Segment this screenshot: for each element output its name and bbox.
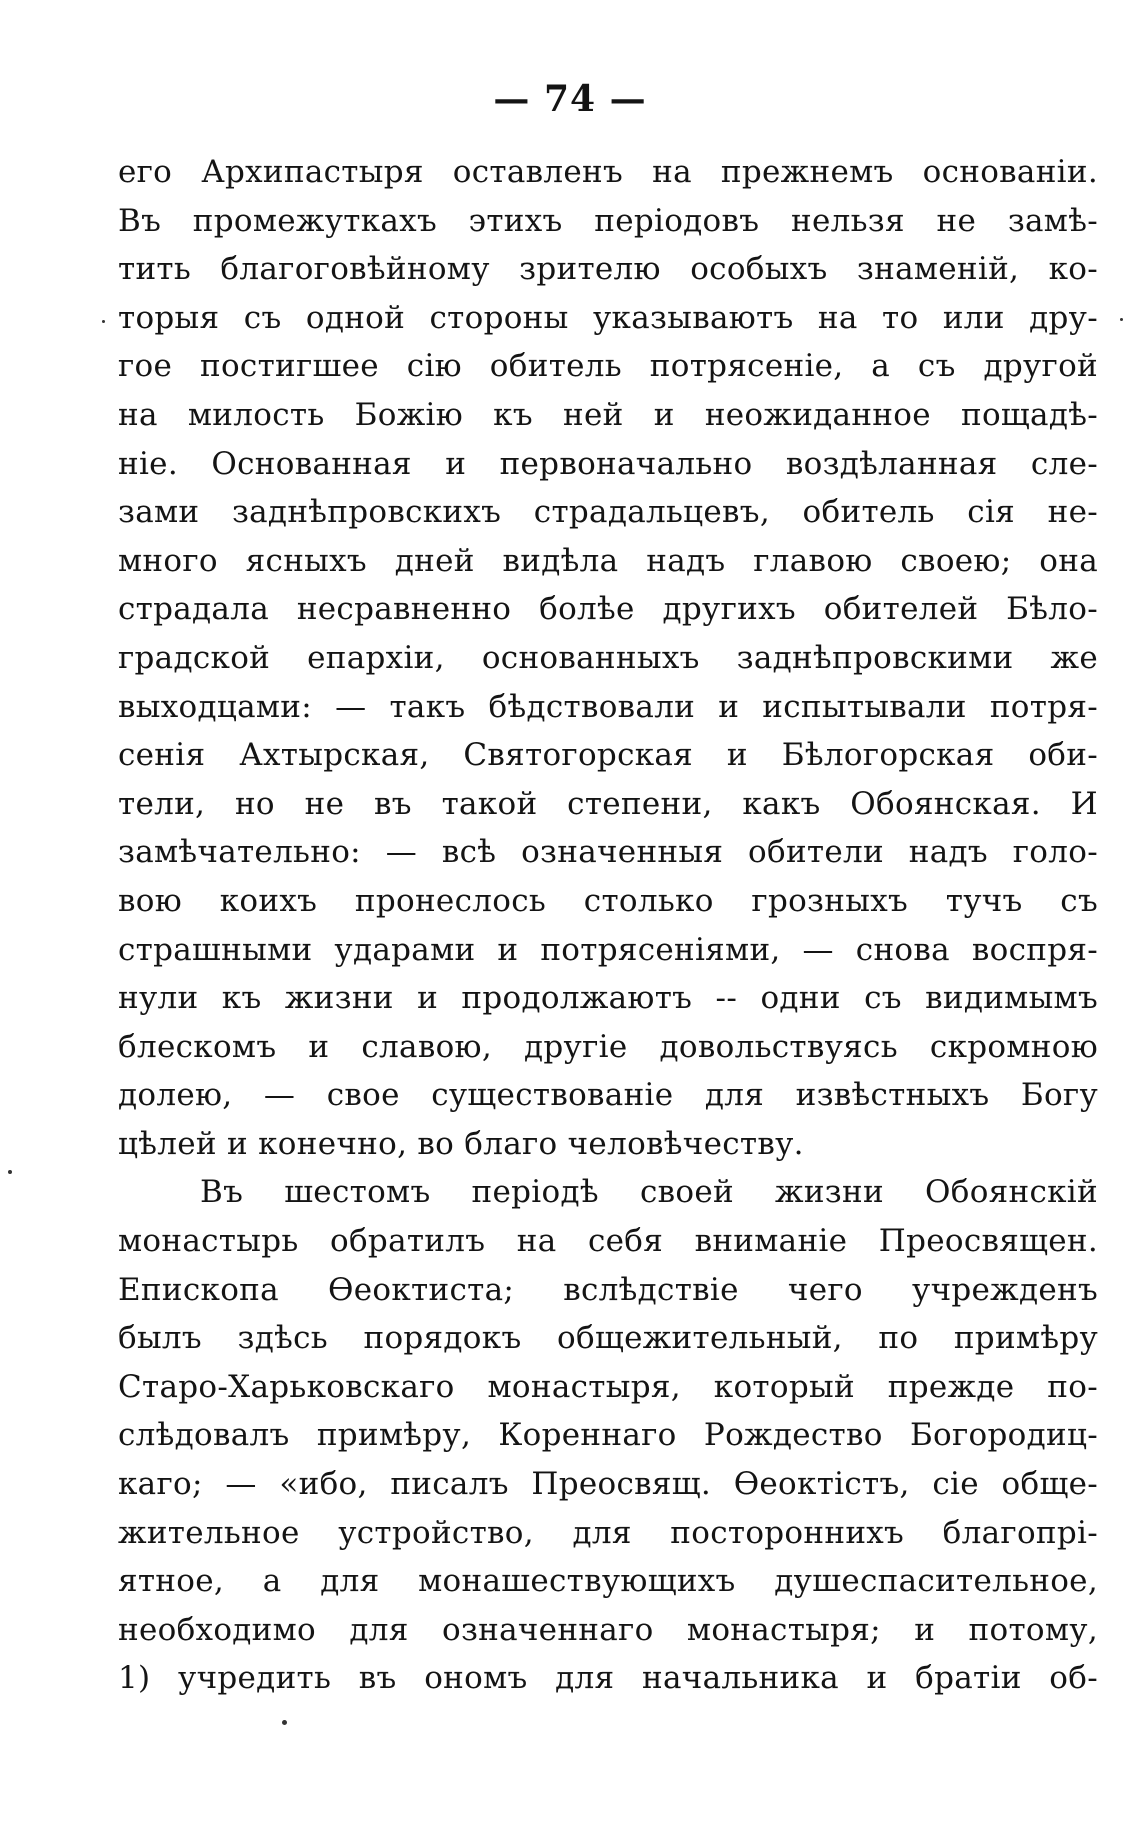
text-line: необходимо для означеннаго монастыря; и потому, <box>118 1611 1098 1648</box>
text-line: цѣлей и конечно, во благо человѣчеству. <box>118 1125 804 1162</box>
text-line: слѣдовалъ примѣру, Кореннаго Рождество Богородиц- <box>118 1417 1098 1454</box>
text-line: замѣчательно: — всѣ означенныя обители надъ голо- <box>118 834 1098 871</box>
text-line: Въ промежуткахъ этихъ періодовъ нельзя не замѣ- <box>118 202 1098 239</box>
body-text <box>118 148 1098 1703</box>
scan-speck <box>102 320 105 323</box>
text-line: градской епархіи, основанныхъ заднѣпровскими же <box>118 639 1098 676</box>
scan-speck <box>8 1170 12 1174</box>
text-line: ніе. Основанная и первоначально воздѣланная сле- <box>118 445 1098 482</box>
text-line: страшными ударами и потрясеніями, — снова воспря- <box>118 931 1098 968</box>
text-line: сенія Ахтырская, Святогорская и Бѣлогорская оби- <box>118 737 1098 774</box>
text-line: гое постигшее сію обитель потрясеніе, а съ другой <box>118 348 1098 385</box>
text-line: его Архипастыря оставленъ на прежнемъ основаніи. <box>118 154 1098 190</box>
text-line: выходцами: — такъ бѣдствовали и испытывали потря- <box>118 688 1098 725</box>
text-line: тить благоговѣйному зрителю особыхъ знаменій, ко- <box>118 251 1098 288</box>
text-line: нули къ жизни и продолжаютъ -- одни съ видимымъ <box>118 980 1098 1017</box>
text-line: былъ здѣсь порядокъ общежительный, по примѣру <box>118 1320 1098 1357</box>
text-line: монастырь обратилъ на себя вниманіе Преосвящен. <box>118 1223 1098 1260</box>
text-line: много ясныхъ дней видѣла надъ главою своею; она <box>118 542 1098 579</box>
text-line: торыя съ одной стороны указываютъ на то или дру- <box>118 299 1098 336</box>
text-line: каго; — «ибо, писалъ Преосвящ. Ѳеоктістъ, сіе обще- <box>118 1466 1098 1503</box>
text-line: на милость Божію къ ней и неожиданное пощадѣ- <box>118 396 1098 433</box>
scan-speck <box>282 1720 287 1725</box>
text-line: вою коихъ пронеслось столько грозныхъ тучъ съ <box>118 882 1098 919</box>
text-line: Старо-Харьковскаго монастыря, который прежде по- <box>118 1368 1098 1405</box>
page-number: — 74 — <box>493 78 647 120</box>
text-line: 1) учредить въ ономъ для начальника и братіи об- <box>118 1660 1098 1697</box>
text-line: ятное, а для монашествующихъ душеспасительное, <box>118 1563 1098 1600</box>
text-line: тели, но не въ такой степени, какъ Обоянская. И <box>118 785 1098 822</box>
text-line: жительное устройство, для постороннихъ благопрі- <box>118 1514 1098 1551</box>
text-line: зами заднѣпровскихъ страдальцевъ, обитель сія не- <box>118 494 1098 531</box>
text-line: блескомъ и славою, другіе довольствуясь скромною <box>118 1028 1098 1065</box>
text-line: Епископа Ѳеоктиста; вслѣдствіе чего учрежденъ <box>118 1271 1098 1308</box>
text-line: Въ шестомъ періодѣ своей жизни Обоянскій <box>200 1174 1098 1211</box>
text-line: долею, — свое существованіе для извѣстныхъ Богу <box>118 1077 1098 1114</box>
scan-speck <box>1120 318 1123 321</box>
text-line: страдала несравненно болѣе другихъ обителей Бѣло- <box>118 591 1098 628</box>
